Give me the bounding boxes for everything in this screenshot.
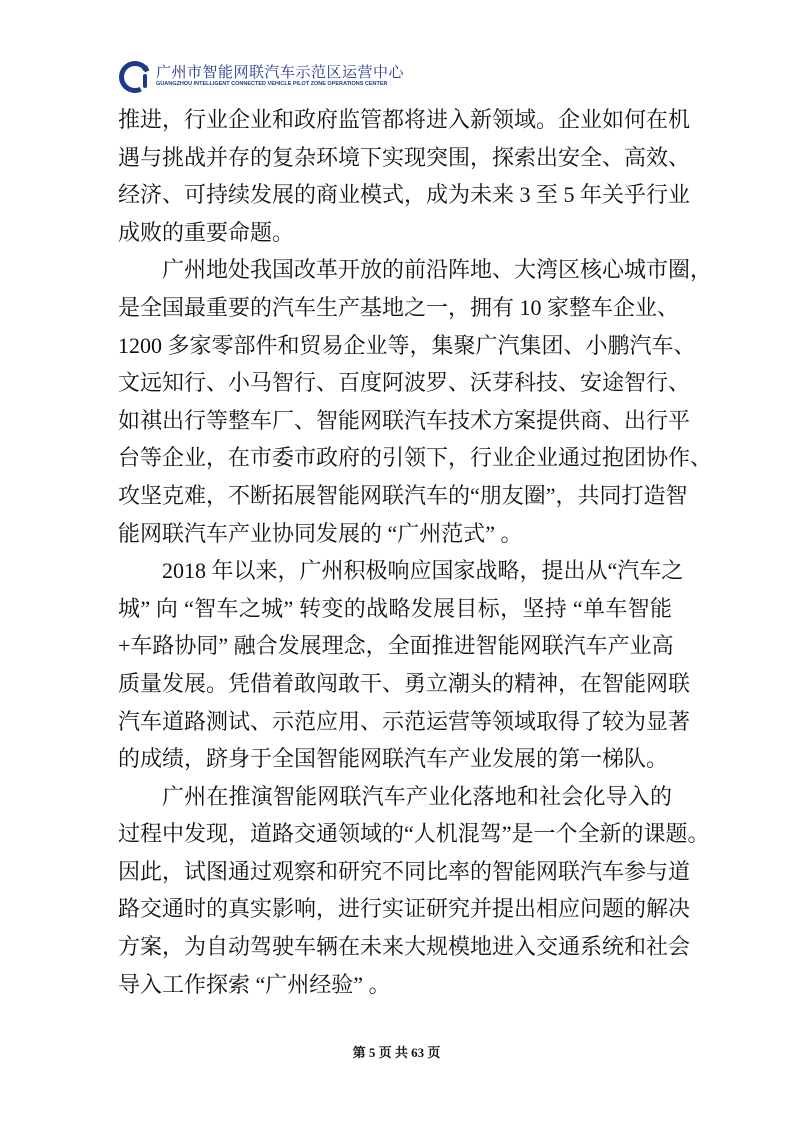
page-header <box>118 58 404 94</box>
text-line: 汽车道路测试、示范应用、示范运营等领域取得了较为显著 <box>118 708 691 734</box>
org-name-cn: 广州市智能网联汽车示范区运营中心 <box>156 63 405 81</box>
text-line: 文远知行、小马智行、百度阿波罗、沃芽科技、安途智行、 <box>118 370 691 396</box>
text-line: 如祺出行等整车厂、智能网联汽车技术方案提供商、出行平 <box>118 407 691 433</box>
document-body <box>118 101 713 1003</box>
text-line: 的成绩，跻身于全国智能网联汽车产业发展的第一梯队。 <box>118 746 669 772</box>
org-logo-icon <box>118 59 152 93</box>
text-line: 经济、可持续发展的商业模式，成为未来 3 至 5 年关乎行业 <box>118 182 691 208</box>
text-line: 台等企业，在市委市政府的引领下，行业企业通过抱团协作、 <box>118 445 713 471</box>
paragraph <box>118 251 713 552</box>
text-line: 攻坚克难，不断拓展智能网联汽车的“朋友圈”，共同打造智 <box>118 482 688 508</box>
text-line: 广州地处我国改革开放的前沿阵地、大湾区核心城市圈， <box>162 257 713 283</box>
text-line: 因此，试图通过观察和研究不同比率的智能网联汽车参与道 <box>118 858 691 884</box>
text-line: 广州在推演智能网联汽车产业化落地和社会化导入的 <box>162 783 672 809</box>
text-line: 遇与挑战并存的复杂环境下实现突围，探索出安全、高效、 <box>118 144 691 170</box>
text-line: +车路协同” 融合发展理念，全面推进智能网联汽车产业高 <box>118 633 674 659</box>
text-line: 导入工作探索 “广州经验” 。 <box>118 971 391 997</box>
org-name-en: GUANGZHOU INTELLIGENT CONNECTED VEHICLE PILOT ZONE OPERATIONS CENTER <box>156 81 388 87</box>
text-line: 2018 年以来，广州积极响应国家战略，提出从“汽车之 <box>162 558 684 584</box>
paragraph <box>118 778 710 1004</box>
text-line: 城” 向 “智车之城” 转变的战略发展目标，坚持 “单车智能 <box>118 595 672 621</box>
text-line: 方案，为自动驾驶车辆在未来大规模地进入交通系统和社会 <box>118 934 691 960</box>
text-line: 1200 多家零部件和贸易企业等，集聚广汽集团、小鹏汽车、 <box>118 332 696 358</box>
text-line: 过程中发现，道路交通领域的“人机混驾”是一个全新的课题。 <box>118 821 710 847</box>
paragraph <box>118 101 691 251</box>
text-line: 路交通时的真实影响，进行实证研究并提出相应问题的解决 <box>118 896 691 922</box>
text-line: 成败的重要命题。 <box>118 219 295 245</box>
text-line: 推进，行业企业和政府监管都将进入新领域。企业如何在机 <box>118 107 691 132</box>
text-line: 能网联汽车产业协同发展的 “广州范式” 。 <box>118 520 523 546</box>
page-number: 第 5 页 共 63 页 <box>352 1045 441 1060</box>
text-line: 是全国最重要的汽车生产基地之一，拥有 10 家整车企业、 <box>118 294 680 320</box>
text-line: 质量发展。凭借着敢闯敢干、勇立潮头的精神，在智能网联 <box>118 670 691 696</box>
paragraph <box>118 552 691 778</box>
